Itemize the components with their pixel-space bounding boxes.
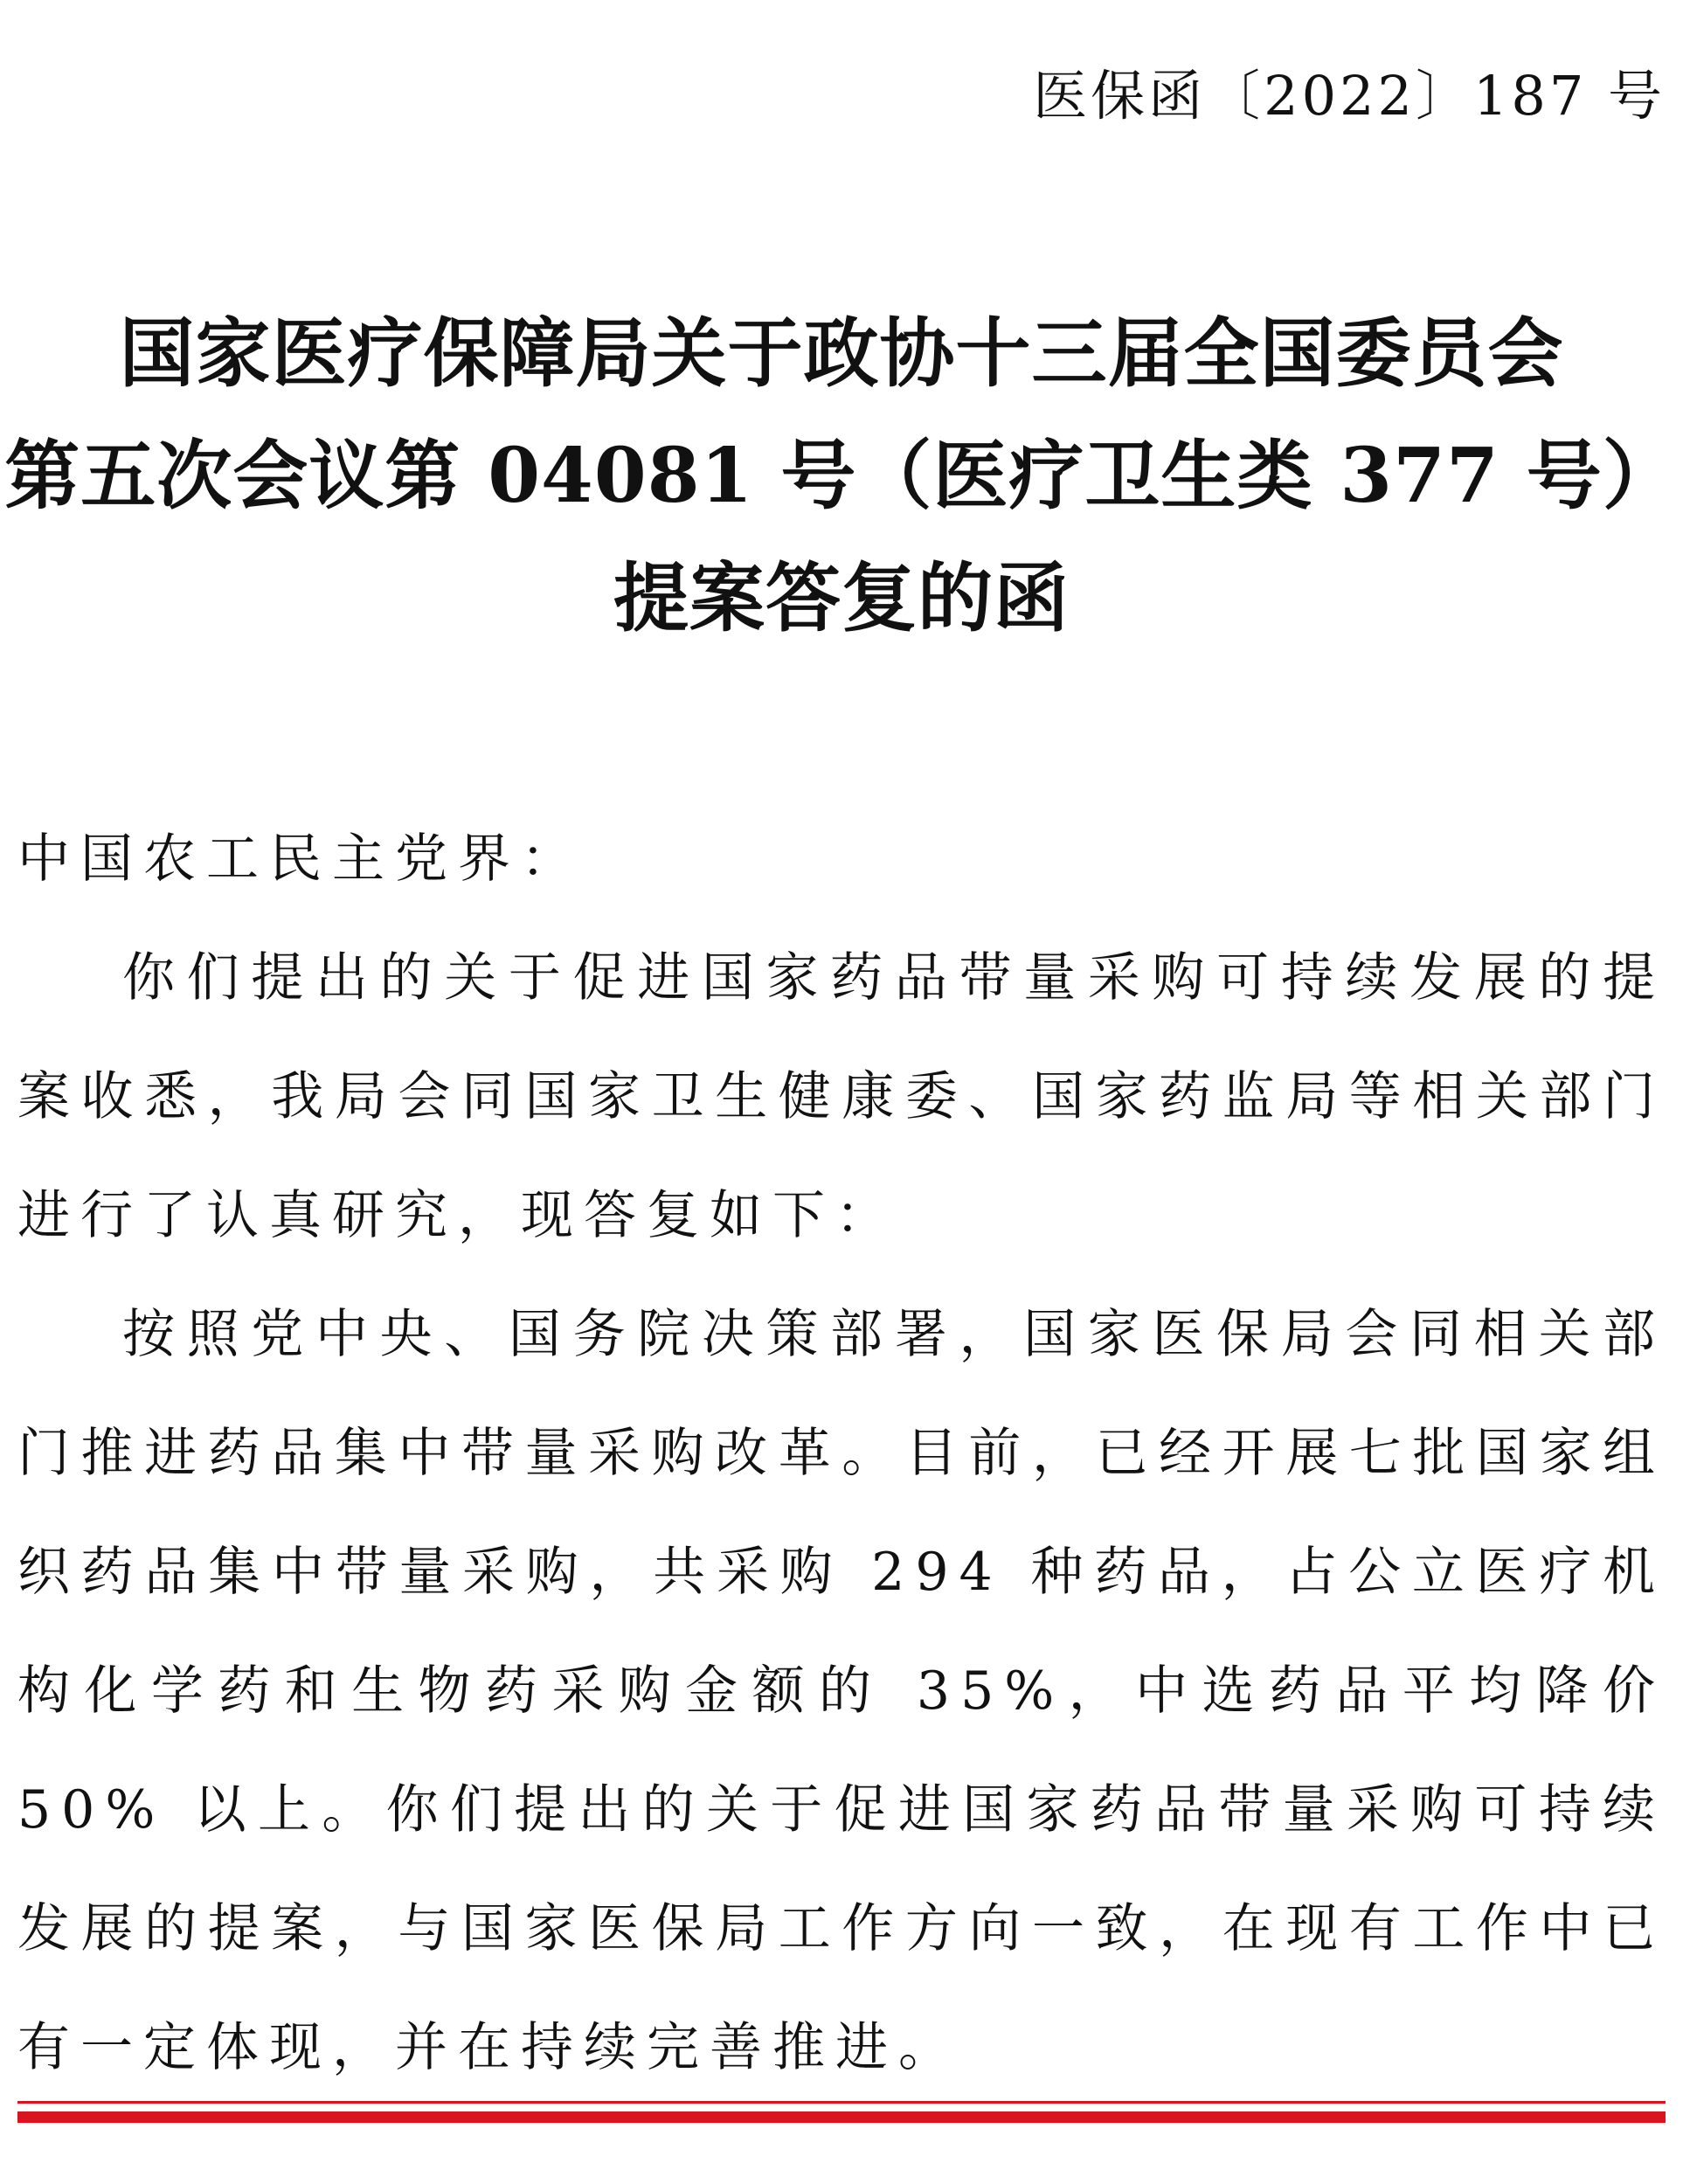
red-divider-thick [17,2111,1666,2123]
title-line-3: 提案答复的函 [613,554,1070,642]
document-title [0,293,1683,660]
title-line-2: 第五次会议第 04081 号（医疗卫生类 377 号） [4,432,1679,520]
red-divider-thin [17,2101,1666,2104]
document-number: 医保函〔2022〕187 号 [1033,64,1666,128]
salutation: 中国农工民主党界： [17,829,584,890]
title-line-1: 国家医疗保障局关于政协十三届全国委员会 [119,309,1564,398]
letter-body [17,800,1666,2107]
paragraph-1: 你们提出的关于促进国家药品带量采购可持续发展的提案收悉，我局会同国家卫生健康委、国家药监局等相关部门进行了认真研究，现答复如下： [17,947,1666,1246]
paragraph-2: 按照党中央、国务院决策部署，国家医保局会同相关部门推进药品集中带量采购改革。目前，已经开展七批国家组织药品集中带量采购，共采购 294 种药品，占公立医疗机构化学药和生物药采购金额的 35%，中选药品平均降价 50% 以上。你们提出的关于促进国家药品带量采购可持续发展的提案，与国家医保局工作方向一致，在现有工作中已有一定体现，并在持续完善推进。 [17,1304,1666,2078]
